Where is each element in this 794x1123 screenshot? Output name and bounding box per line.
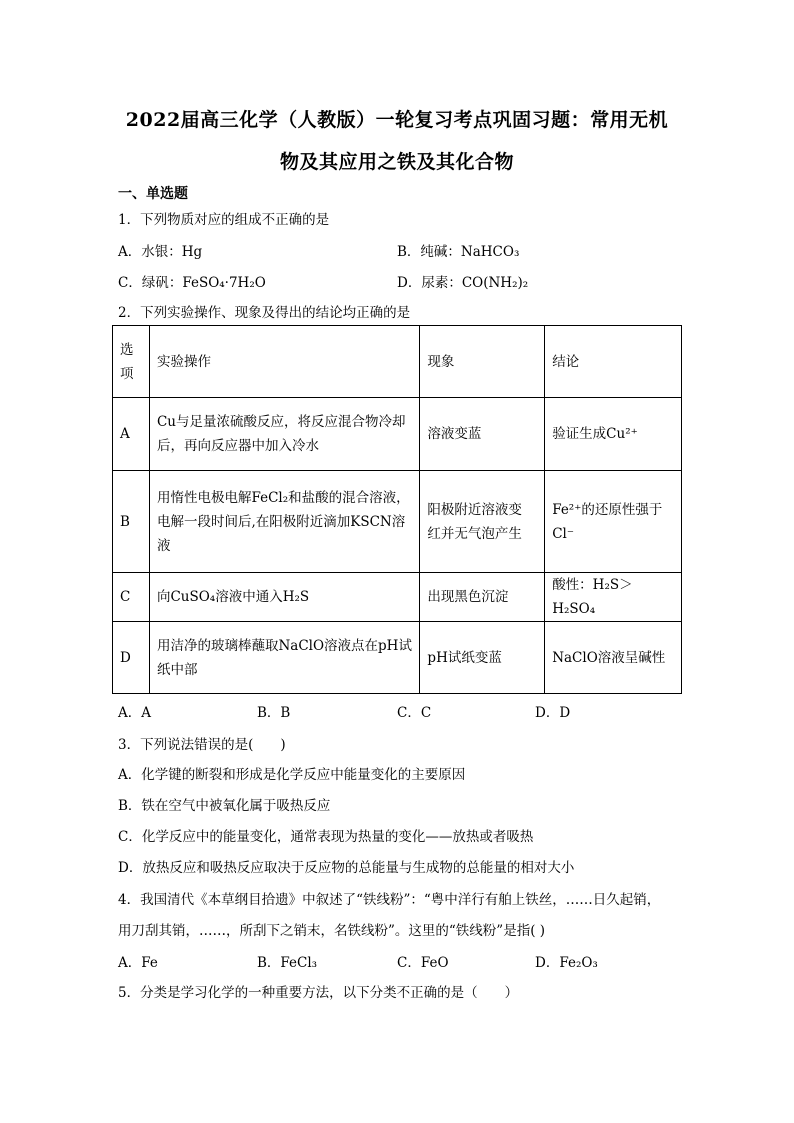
row-option: A <box>113 398 150 471</box>
table-row <box>113 471 682 573</box>
row-conclusion: 酸性：H₂S＞H₂SO₄ <box>545 573 682 622</box>
q3-option-a: A．化学键的断裂和形成是化学反应中能量变化的主要原因 <box>118 767 466 783</box>
row-phenomenon: pH试纸变蓝 <box>420 622 545 694</box>
q1-option-d: D．尿素：CO(NH₂)₂ <box>397 275 529 291</box>
row-operation: 用洁净的玻璃棒蘸取NaClO溶液点在pH试 纸中部 <box>149 622 419 694</box>
q1-option-a: A．水银：Hg <box>118 244 203 260</box>
row-phenomenon: 溶液变蓝 <box>420 398 545 471</box>
q3-option-d: D．放热反应和吸热反应取决于反应物的总能量与生成物的总能量的相对大小 <box>118 860 575 876</box>
row-option: C <box>113 573 150 622</box>
q1-option-b: B．纯碱：NaHCO₃ <box>397 244 520 260</box>
row-conclusion: NaClO溶液呈碱性 <box>545 622 682 694</box>
q2-experiment-table <box>112 325 682 694</box>
document-title-line1: 2022届高三化学（人教版）一轮复习考点巩固习题：常用无机 <box>125 109 669 131</box>
row-option: D <box>113 622 150 694</box>
q1-stem: 1．下列物质对应的组成不正确的是 <box>118 212 330 228</box>
table-header-row <box>113 326 682 398</box>
table-row <box>113 622 682 694</box>
q2-option-b: B．B <box>257 705 291 721</box>
row-conclusion: 验证生成Cu²⁺ <box>545 398 682 471</box>
table-row <box>113 398 682 471</box>
row-phenomenon: 出现黑色沉淀 <box>420 573 545 622</box>
header-conclusion: 结论 <box>545 326 682 398</box>
q4-option-a: A．Fe <box>118 955 158 971</box>
q1-option-c: C．绿矾：FeSO₄·7H₂O <box>118 275 266 291</box>
document-title-line2: 物及其应用之铁及其化合物 <box>279 151 514 173</box>
q4-stem-line1: 4．我国清代《本草纲目拾遗》中叙述了“铁线粉”：“粤中洋行有舶上铁丝，……日久起销， <box>118 892 661 908</box>
q4-option-d: D．Fe₂O₃ <box>535 955 598 971</box>
q4-option-b: B．FeCl₃ <box>257 955 318 971</box>
header-phenomenon: 现象 <box>420 326 545 398</box>
table-row <box>113 573 682 622</box>
q4-option-c: C．FeO <box>397 955 449 971</box>
q2-option-d: D．D <box>535 705 571 721</box>
row-operation: Cu与足量浓硫酸反应，将反应混合物冷却 后，再向反应器中加入冷水 <box>149 398 419 471</box>
q2-option-a: A．A <box>118 705 151 721</box>
q4-stem-line2: 用刀刮其销，……，所刮下之销末，名铁线粉”。这里的“铁线粉”是指( ) <box>118 923 546 939</box>
row-option: B <box>113 471 150 573</box>
q2-option-c: C．C <box>397 705 432 721</box>
q2-stem: 2．下列实验操作、现象及得出的结论均正确的是 <box>118 305 411 321</box>
row-phenomenon: 阳极附近溶液变 红并无气泡产生 <box>420 471 545 573</box>
row-operation: 用惰性电极电解FeCl₂和盐酸的混合溶液， 电解一段时间后,在阳极附近滴加KSCN溶 液 <box>149 471 419 573</box>
row-conclusion: Fe²⁺的还原性强于 Cl⁻ <box>545 471 682 573</box>
section-heading: 一、单选题 <box>118 186 188 202</box>
q5-stem: 5．分类是学习化学的一种重要方法，以下分类不正确的是（ ） <box>118 985 519 1001</box>
q3-stem: 3．下列说法错误的是( ) <box>118 737 286 753</box>
header-operation: 实验操作 <box>149 326 419 398</box>
q3-option-b: B．铁在空气中被氧化属于吸热反应 <box>118 798 331 814</box>
header-option: 选项 <box>113 326 150 398</box>
row-operation: 向CuSO₄溶液中通入H₂S <box>149 573 419 622</box>
q3-option-c: C．化学反应中的能量变化，通常表现为热量的变化——放热或者吸热 <box>118 829 534 845</box>
